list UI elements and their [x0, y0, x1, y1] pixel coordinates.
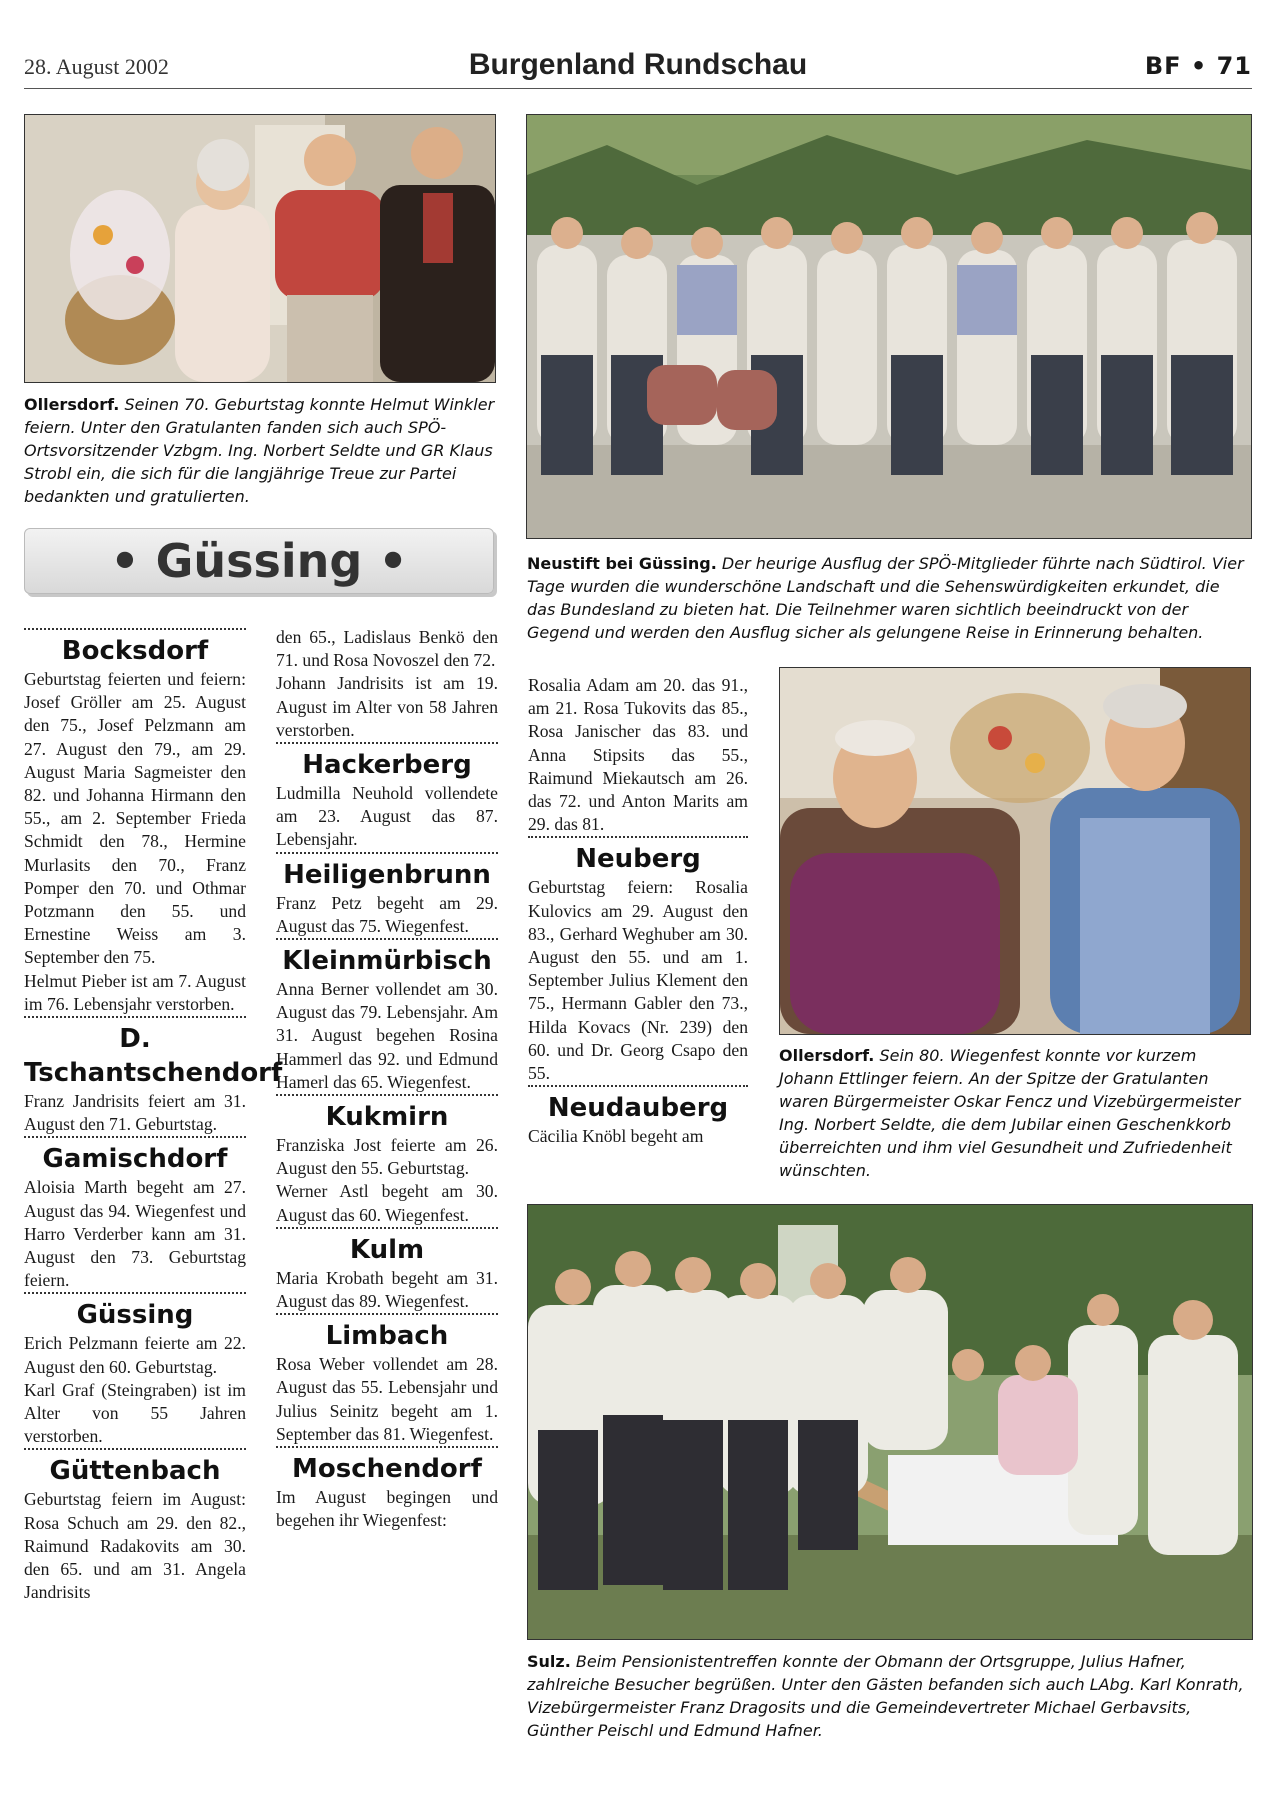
caption-place: Neustift bei Güssing.	[527, 554, 717, 573]
page-number: BF • 71	[1144, 52, 1252, 80]
place-heading: Kleinmürbisch	[276, 938, 498, 978]
article-text: Geburtstag feierten und feiern: Josef Gröller am 25. August den 75., Josef Pelzmann am 27. August den 79., am 29. August Maria Sagmeister den 82. und Johanna Hirmann den 55., am 2. September Frieda Schmidt den 78., Hermine Murlasits den 70., Franz Pomper den 70. und Othmar Potzmann den 55. und Ernestine Weiss am 3. September den 75.	[24, 669, 246, 968]
place-heading: Moschendorf	[276, 1446, 498, 1486]
place-heading: Neudauberg	[528, 1085, 748, 1125]
article-text: Maria Krobath begeht am 31. August das 89. Wiegenfest.	[276, 1267, 498, 1312]
place-heading: D. Tschantschendorf	[24, 1016, 246, 1090]
article-text: Geburtstag feiern: Rosalia Kulovics am 29. August den 83., Gerhard Weghuber am 30. August den 55. und am 1. September Julius Klement den 75., Hermann Gabler den 73., Hilda Kovacs (Nr. 239) den 60. und Dr. Georg Csapo den 55.	[528, 877, 748, 1084]
section-title: • Güssing •	[110, 534, 408, 588]
place-heading: Hackerberg	[276, 742, 498, 782]
article-text: Rosa Weber vollendet am 28. August das 55. Lebensjahr und Julius Seinitz begeht am 1. September das 81. Wiegenfest.	[276, 1354, 498, 1444]
text-column-2	[276, 626, 498, 1532]
trip-group-photo	[526, 114, 1252, 539]
caption-text: Der heurige Ausflug der SPÖ-Mitglieder führte nach Südtirol. Vier Tage wurden die wunderschöne Landschaft und die Sehenswürdigkeiten erkundet, die das Bundesland zu bieten hat. Die Teilnehmer waren sichtlich beeindruckt von der Gegend und werden den Ausflug sicher als gelungene Reise in Erinnerung behalten.	[527, 554, 1244, 642]
issue-date: 28. August 2002	[24, 54, 169, 79]
place-heading: Kulm	[276, 1227, 498, 1267]
page-header	[24, 50, 1252, 89]
article-text: Geburtstag feiern im August: Rosa Schuch am 29. den 82., Raimund Radakovits am 30. den 65. und am 31. Angela Jandrisits	[24, 1489, 246, 1603]
caption-place: Ollersdorf.	[779, 1046, 875, 1065]
article-text: Rosalia Adam am 20. das 91., am 21. Rosa Tukovits das 85., Rosa Janischer das 83. und Anna Stipsits das 55., Raimund Miekautsch am 26. das 72. und Anton Marits am 29. das 81.	[528, 675, 748, 835]
pensioner-meeting-photo	[527, 1204, 1253, 1640]
article-text: Anna Berner vollendet am 30. August das 79. Lebensjahr. Am 31. August begehen Rosina Hammerl das 92. und Edmund Hamerl das 65. Wiegenfest.	[276, 979, 498, 1092]
article-text: Cäcilia Knöbl begeht am	[528, 1126, 704, 1147]
article-text: Werner Astl begeht am 30. August das 60. Wiegenfest.	[276, 1181, 498, 1225]
newspaper-title: Burgenland Rundschau	[468, 48, 808, 81]
article-text: Im August begingen und begehen ihr Wiegenfest:	[276, 1487, 498, 1531]
article-text: Franz Petz begeht am 29. August das 75. Wiegenfest.	[276, 892, 498, 936]
caption-text: Sein 80. Wiegenfest konnte vor kurzem Johann Ettlinger feiern. An der Spitze der Gratulanten waren Bürgermeister Oskar Fencz und Vizebürgermeister Ing. Norbert Seldte, die dem Jubilar einen Geschenkkorb überreichten und ihm viel Gesundheit und Zufriedenheit wünschten.	[779, 1046, 1241, 1180]
article-text: Helmut Pieber ist am 7. August im 76. Lebensjahr verstorben.	[24, 970, 246, 1014]
article-text: Ludmilla Neuhold vollendete am 23. August das 87. Lebensjahr.	[276, 783, 498, 850]
caption-place: Ollersdorf.	[24, 395, 120, 414]
place-heading: Heiligenbrunn	[276, 852, 498, 892]
place-heading: Neuberg	[528, 836, 748, 876]
article-text: Erich Pelzmann feierte am 22. August den 60. Geburtstag.	[24, 1333, 246, 1377]
neustift-caption	[527, 552, 1252, 644]
article-text: Karl Graf (Steingraben) ist im Alter von 55 Jahren verstorben.	[24, 1379, 246, 1447]
caption-text: Beim Pensionistentreffen konnte der Obmann der Ortsgruppe, Julius Hafner, zahlreiche Besucher begrüßen. Unter den Gästen befanden sich auch LAbg. Karl Konrath, Vizebürgermeister Franz Dragosits und die Gemeindevertreter Michael Gerbavsits, Günther Peischl und Edmund Hafner.	[527, 1652, 1244, 1740]
article-text: Johann Jandrisits ist am 19. August im Alter von 58 Jahren verstorben.	[276, 673, 498, 740]
place-heading: Bocksdorf	[24, 628, 246, 668]
place-heading: Gamischdorf	[24, 1136, 246, 1176]
place-heading: Güttenbach	[24, 1448, 246, 1488]
section-banner-guessing	[24, 528, 494, 594]
place-heading: Güssing	[24, 1292, 246, 1332]
article-text: Aloisia Marth begeht am 27. August das 94. Wiegenfest und Harro Verderber kann am 31. August den 73. Geburtstag feiern.	[24, 1177, 246, 1291]
article-text: Franziska Jost feierte am 26. August den 55. Geburtstag.	[276, 1135, 498, 1179]
birthday-80-photo	[779, 667, 1251, 1035]
sulz-caption	[527, 1650, 1252, 1742]
caption-text: Seinen 70. Geburtstag konnte Helmut Winkler feiern. Unter den Gratulanten fanden sich auch SPÖ-Ortsvorsitzender Vzbgm. Ing. Norbert Seldte und GR Klaus Strobl ein, die sich für die langjährige Treue zur Partei bedankten und gratulierten.	[24, 395, 495, 506]
place-heading: Limbach	[276, 1313, 498, 1353]
text-column-1	[24, 628, 283, 1605]
caption-place: Sulz.	[527, 1652, 571, 1671]
ollersdorf-80-caption	[779, 1044, 1251, 1182]
text-column-3	[528, 674, 748, 1148]
place-heading: Kukmirn	[276, 1094, 498, 1134]
article-text: den 65., Ladislaus Benkö den 71. und Rosa Novoszel den 72.	[276, 627, 498, 671]
ollersdorf-70-caption	[24, 393, 496, 508]
article-text: Franz Jandrisits feiert am 31. August den 71. Geburtstag.	[24, 1091, 246, 1135]
birthday-70-photo	[24, 114, 496, 383]
